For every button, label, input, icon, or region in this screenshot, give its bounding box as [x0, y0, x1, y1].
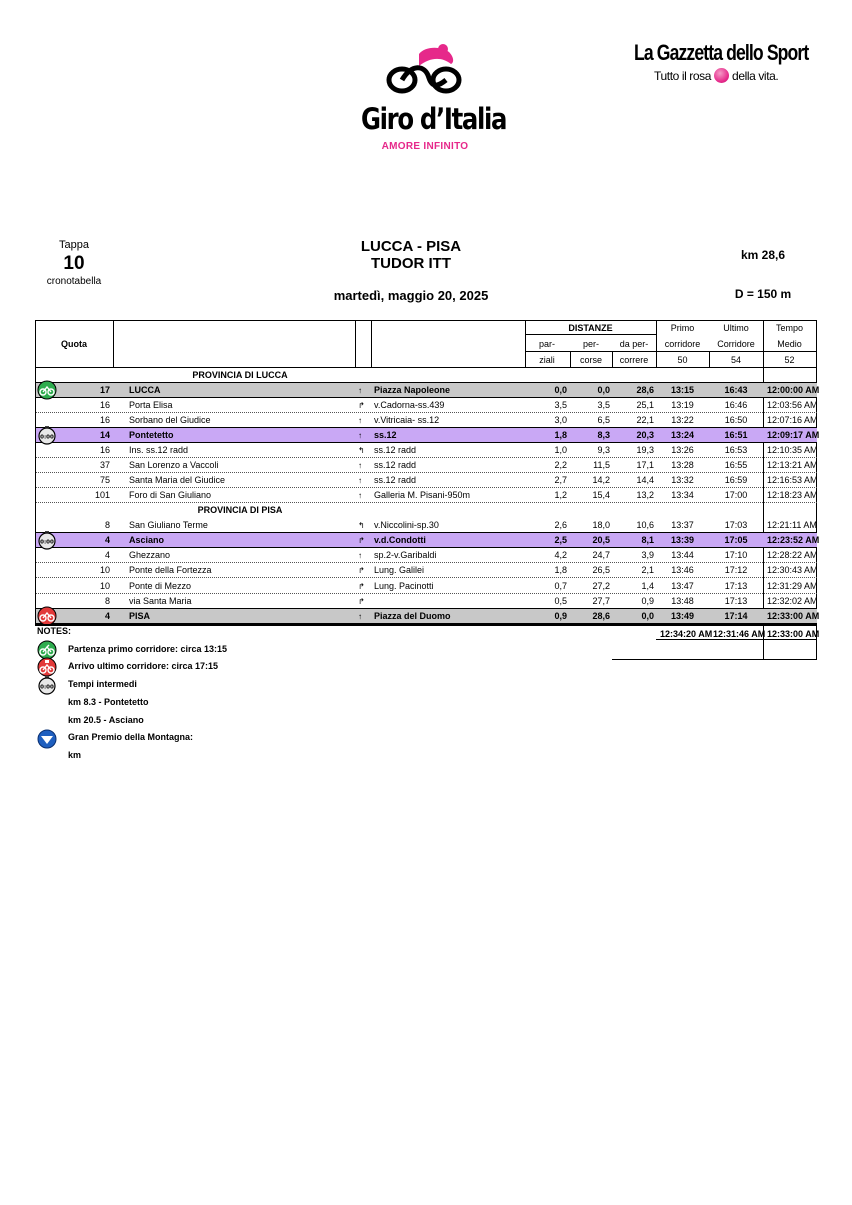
header-quota: Quota: [61, 339, 87, 349]
cell-road: ss.12 radd: [374, 445, 417, 455]
row-separator: [36, 502, 817, 503]
note-intermediate-2: km 20.5 - Asciano: [68, 715, 144, 725]
cell-parz: 2,7: [554, 475, 567, 485]
header-ultimo-speed: 54: [730, 355, 741, 365]
cell-quota: 101: [94, 490, 110, 500]
cell-ultimo: 16:50: [724, 415, 748, 425]
cell-tempo: 12:21:11 AM: [767, 520, 817, 530]
cell-road: v.Cadorna-ss.439: [374, 400, 445, 410]
cell-quota: 16: [99, 415, 110, 425]
cell-perc: 11,5: [593, 460, 610, 470]
row-border: [36, 427, 817, 428]
cell-perc: 15,4: [592, 490, 610, 500]
cell-perc: 3,5: [597, 400, 610, 410]
cell-ultimo: 17:14: [724, 611, 748, 621]
cell-rest: 22,1: [636, 415, 654, 425]
cell-parz: 1,8: [554, 565, 567, 575]
cell-place: Asciano: [129, 535, 165, 545]
cell-quota: 10: [99, 581, 110, 591]
cell-parz: 2,2: [554, 460, 567, 470]
direction-arrow-icon: ↑: [358, 386, 362, 395]
giro-tagline: AMORE INFINITO: [381, 141, 469, 152]
header-tempo-2: Medio: [777, 339, 802, 349]
cell-parz: 3,0: [554, 415, 567, 425]
cell-ultimo: 17:12: [724, 565, 748, 575]
cell-perc: 28,6: [592, 611, 610, 621]
cell-ultimo: 16:59: [724, 475, 748, 485]
cell-parz: 2,5: [554, 535, 567, 545]
row-border: [36, 532, 817, 533]
cell-ultimo: 17:13: [724, 596, 748, 606]
cell-quota: 75: [99, 475, 110, 485]
cell-perc: 18,0: [592, 520, 610, 530]
cell-primo: 13:22: [671, 415, 694, 425]
cell-rest: 20,3: [636, 430, 654, 440]
cell-road: Piazza del Duomo: [374, 611, 451, 621]
cell-tempo: 12:09:17 AM: [767, 430, 820, 440]
giro-ditalia-logo: [355, 44, 507, 156]
direction-arrow-icon: ↑: [358, 431, 362, 440]
cell-ultimo: 17:00: [724, 490, 748, 500]
stage-type: cronotabella: [46, 276, 102, 287]
header-ultimo-1: Ultimo: [723, 323, 749, 333]
cell-rest: 10,6: [636, 520, 654, 530]
cell-rest: 13,2: [636, 490, 654, 500]
row-border: [36, 382, 817, 383]
row-border: [36, 608, 817, 609]
cell-road: Galleria M. Pisani-950m: [374, 490, 471, 500]
cell-primo: 13:46: [671, 565, 694, 575]
cell-primo: 13:19: [671, 400, 694, 410]
cell-primo: 13:49: [670, 611, 695, 621]
header-da-percorrere-1: da per-: [619, 339, 649, 349]
cell-primo: 13:48: [671, 596, 694, 606]
cell-rest: 0,0: [641, 611, 654, 621]
stopwatch-icon: [37, 425, 57, 445]
stage-date: martedì, maggio 20, 2025: [333, 288, 489, 303]
gazzetta-wordmark: La Gazzetta dello Sport: [634, 40, 809, 65]
stage-distance: km 28,6: [740, 248, 786, 262]
bicycle-logo-icon: [385, 44, 465, 100]
direction-arrow-icon: ↑: [358, 491, 362, 500]
gazzetta-logo: [634, 40, 814, 84]
cell-ultimo: 16:53: [724, 445, 748, 455]
cell-road: v.Vitricaia- ss.12: [374, 415, 440, 425]
cell-place: Pontetetto: [129, 430, 174, 440]
header-parziali-1: par-: [538, 339, 555, 349]
cell-tempo: 12:30:43 AM: [767, 565, 818, 575]
row-separator: [36, 412, 817, 413]
row-border: [36, 547, 817, 548]
cell-quota: 37: [99, 460, 110, 470]
total-ultimo: 12:31:46 AM: [713, 629, 766, 639]
cell-ultimo: 17:03: [724, 520, 748, 530]
direction-arrow-icon: ↱: [358, 536, 365, 545]
cell-quota: 17: [99, 385, 110, 395]
cell-parz: 1,8: [554, 430, 567, 440]
direction-arrow-icon: ↰: [358, 521, 365, 530]
header-primo-1: Primo: [670, 323, 695, 333]
note-gpm: Gran Premio della Montagna:: [68, 732, 194, 742]
cell-primo: 13:32: [671, 475, 694, 485]
cell-place: Santa Maria del Giudice: [129, 475, 226, 485]
cell-place: Foro di San Giuliano: [129, 490, 212, 500]
cell-perc: 24,7: [592, 550, 610, 560]
cell-parz: 0,9: [554, 611, 567, 621]
mountain-prize-icon: [37, 729, 57, 749]
direction-arrow-icon: ↑: [358, 612, 362, 621]
row-separator: [36, 472, 817, 473]
cell-primo: 13:15: [670, 385, 695, 395]
route-title: LUCCA - PISA: [360, 238, 462, 255]
cell-primo: 13:28: [671, 460, 694, 470]
giro-wordmark: Giro d’Italia: [361, 102, 507, 136]
cell-rest: 1,4: [641, 581, 654, 591]
cell-road: ss.12: [374, 430, 397, 440]
cell-tempo: 12:07:16 AM: [767, 415, 818, 425]
start-icon: [37, 380, 57, 400]
cell-place: Ponte di Mezzo: [129, 581, 192, 591]
cell-tempo: 12:13:21 AM: [767, 460, 818, 470]
stopwatch-icon: [37, 530, 57, 550]
header-distanze: DISTANZE: [568, 323, 613, 333]
header-parziali-2: ziali: [539, 355, 555, 365]
cell-quota: 10: [99, 565, 110, 575]
row-separator: [36, 593, 817, 594]
cell-primo: 13:44: [671, 550, 694, 560]
cell-perc: 27,7: [592, 596, 610, 606]
stage-number: 10: [63, 253, 85, 274]
cell-road: ss.12 radd: [374, 475, 417, 485]
cell-place: Ponte della Fortezza: [129, 565, 212, 575]
cell-parz: 2,6: [554, 520, 567, 530]
cell-rest: 8,1: [641, 535, 654, 545]
cell-quota: 14: [99, 430, 110, 440]
direction-arrow-icon: ↱: [358, 582, 365, 591]
cell-rest: 19,3: [636, 445, 654, 455]
cell-place: LUCCA: [129, 385, 161, 395]
cell-perc: 27,2: [592, 581, 610, 591]
cell-road: ss.12 radd: [374, 460, 417, 470]
row-separator: [36, 562, 817, 563]
header-da-percorrere-2: correre: [619, 355, 649, 365]
header-primo-speed: 50: [677, 355, 688, 365]
gazzetta-tagline-post: della vita.: [732, 68, 779, 83]
direction-arrow-icon: ↱: [358, 566, 365, 575]
cell-ultimo: 17:05: [724, 535, 748, 545]
header-percorse-1: per-: [582, 339, 599, 349]
header-percorse-2: corse: [579, 355, 602, 365]
cell-quota: 8: [104, 520, 110, 530]
cell-ultimo: 17:13: [724, 581, 748, 591]
total-tempo: 12:33:00 AM: [767, 629, 820, 639]
cell-primo: 13:34: [671, 490, 694, 500]
note-intermediate: Tempi intermedi: [68, 679, 137, 689]
cell-ultimo: 17:10: [724, 550, 748, 560]
cell-ultimo: 16:51: [724, 430, 748, 440]
cell-primo: 13:24: [670, 430, 695, 440]
cell-perc: 0,0: [597, 385, 610, 395]
cell-road: Lung. Pacinotti: [374, 581, 434, 591]
cell-quota: 16: [99, 400, 110, 410]
province-pisa: PROVINCIA DI PISA: [197, 505, 283, 515]
cell-road: v.Niccolini-sp.30: [374, 520, 439, 530]
cell-parz: 1,0: [554, 445, 567, 455]
stopwatch-icon: [37, 675, 57, 695]
cell-parz: 1,2: [554, 490, 567, 500]
pink-ball-icon: [714, 68, 729, 83]
cell-rest: 14,4: [636, 475, 654, 485]
cell-tempo: 12:16:53 AM: [767, 475, 818, 485]
row-separator: [36, 487, 817, 488]
cell-place: San Giuliano Terme: [129, 520, 208, 530]
cell-perc: 8,3: [597, 430, 610, 440]
stage-label: Tappa: [59, 239, 89, 251]
cell-primo: 13:26: [671, 445, 694, 455]
cell-tempo: 12:23:52 AM: [767, 535, 820, 545]
notes-title: NOTES:: [37, 626, 72, 636]
cell-rest: 28,6: [636, 385, 654, 395]
gazzetta-tagline-pre: Tutto il rosa: [654, 68, 712, 83]
header-tempo-speed: 52: [784, 355, 795, 365]
direction-arrow-icon: ↱: [358, 597, 365, 606]
province-lucca: PROVINCIA DI LUCCA: [192, 370, 288, 380]
cell-perc: 26,5: [592, 565, 610, 575]
cell-tempo: 12:32:02 AM: [767, 596, 818, 606]
cell-road: sp.2-v.Garibaldi: [374, 550, 437, 560]
note-finish: Arrivo ultimo corridore: circa 17:15: [68, 661, 219, 671]
cell-tempo: 12:33:00 AM: [767, 611, 820, 621]
cell-primo: 13:37: [671, 520, 694, 530]
cell-tempo: 12:03:56 AM: [767, 400, 818, 410]
svg-text:0:00: 0:00: [40, 539, 54, 546]
cell-quota: 16: [99, 445, 110, 455]
direction-arrow-icon: ↑: [358, 461, 362, 470]
cell-quota: 4: [104, 611, 110, 621]
note-gpm-km: km: [68, 750, 82, 760]
cell-parz: 0,5: [554, 596, 567, 606]
header-ultimo-2: Corridore: [717, 339, 755, 349]
direction-arrow-icon: ↰: [358, 446, 365, 455]
cell-ultimo: 16:43: [724, 385, 748, 395]
cell-primo: 13:39: [670, 535, 695, 545]
header-tempo-1: Tempo: [775, 323, 803, 333]
cell-perc: 14,2: [592, 475, 610, 485]
row-separator: [36, 577, 817, 578]
note-intermediate-1: km 8.3 - Pontetetto: [68, 697, 149, 707]
direction-arrow-icon: ↑: [358, 551, 362, 560]
cell-parz: 4,2: [554, 550, 567, 560]
cell-tempo: 12:18:23 AM: [767, 490, 818, 500]
stage-elevation: D = 150 m: [734, 287, 792, 301]
cell-place: Porta Elisa: [129, 400, 173, 410]
note-start: Partenza primo corridore: circa 13:15: [68, 644, 228, 654]
cell-rest: 2,1: [641, 565, 654, 575]
header-primo-2: corridore: [664, 339, 701, 349]
cell-ultimo: 16:46: [724, 400, 748, 410]
row-border: [36, 442, 817, 443]
cell-perc: 20,5: [592, 535, 610, 545]
direction-arrow-icon: ↑: [358, 416, 362, 425]
cell-tempo: 12:00:00 AM: [767, 385, 820, 395]
row-separator: [36, 457, 817, 458]
svg-text:0:00: 0:00: [40, 684, 54, 691]
cell-tempo: 12:28:22 AM: [767, 550, 818, 560]
cell-rest: 25,1: [636, 400, 654, 410]
finish-icon: [37, 657, 57, 677]
row-border: [36, 397, 817, 398]
total-primo: 12:34:20 AM: [660, 629, 713, 639]
cell-road: Piazza Napoleone: [374, 385, 451, 395]
cell-tempo: 12:31:29 AM: [767, 581, 818, 591]
gazzetta-tagline: [654, 68, 778, 83]
direction-arrow-icon: ↱: [358, 401, 365, 410]
svg-text:0:00: 0:00: [40, 434, 54, 441]
cell-rest: 17,1: [636, 460, 654, 470]
cell-place: PISA: [129, 611, 151, 621]
cell-rest: 3,9: [641, 550, 654, 560]
cell-road: v.d.Condotti: [374, 535, 426, 545]
cell-place: Ghezzano: [129, 550, 171, 560]
cell-rest: 0,9: [641, 596, 654, 606]
finish-icon: [37, 606, 57, 626]
cell-primo: 13:47: [671, 581, 694, 591]
cell-parz: 3,5: [554, 400, 567, 410]
cell-ultimo: 16:55: [724, 460, 748, 470]
cell-perc: 9,3: [597, 445, 610, 455]
cell-place: San Lorenzo a Vaccoli: [129, 460, 219, 470]
route-subtitle: TUDOR ITT: [371, 255, 451, 272]
cell-parz: 0,7: [554, 581, 567, 591]
direction-arrow-icon: ↑: [358, 476, 362, 485]
cell-quota: 8: [104, 596, 110, 606]
cell-road: Lung. Galilei: [374, 565, 425, 575]
cell-parz: 0,0: [554, 385, 567, 395]
cell-perc: 6,5: [597, 415, 610, 425]
cell-quota: 4: [104, 535, 110, 545]
cell-tempo: 12:10:35 AM: [767, 445, 818, 455]
cell-place: via Santa Maria: [129, 596, 192, 606]
cell-quota: 4: [104, 550, 110, 560]
cell-place: Ins. ss.12 radd: [129, 445, 189, 455]
cell-place: Sorbano del Giudice: [129, 415, 211, 425]
